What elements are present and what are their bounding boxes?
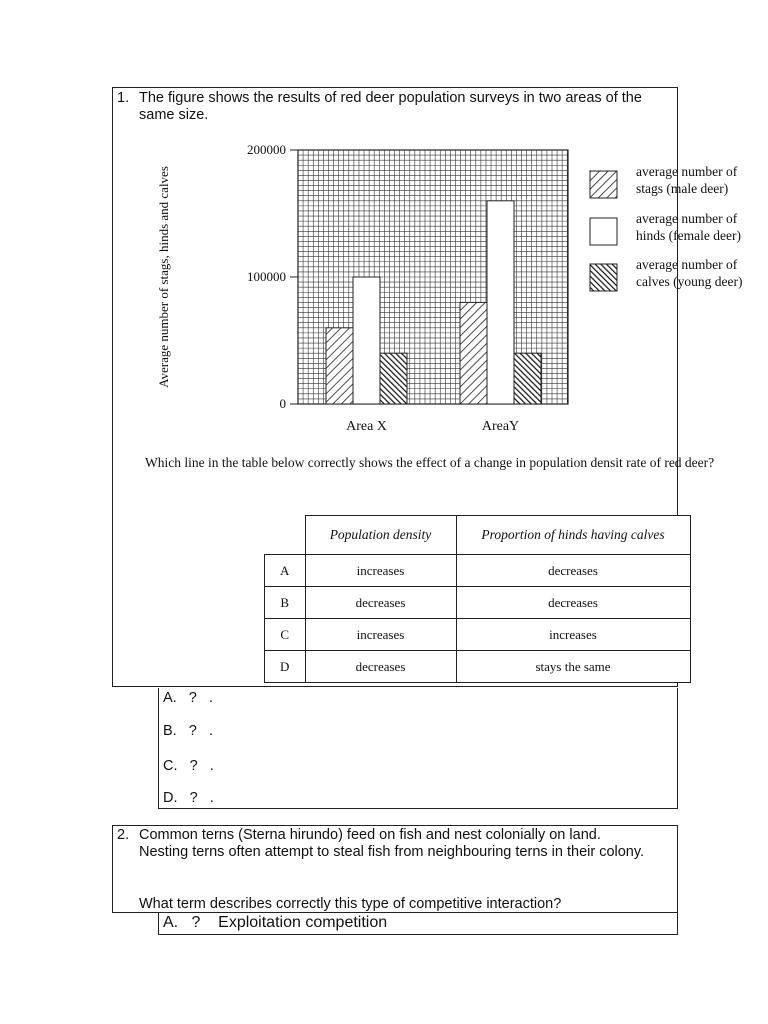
table-row xyxy=(265,555,691,587)
row-letter: D xyxy=(265,651,306,683)
options-table xyxy=(264,515,691,683)
answer-option-c[interactable] xyxy=(163,758,214,774)
answer-option-b[interactable] xyxy=(163,723,213,739)
answer-option-a[interactable] xyxy=(163,690,213,706)
question-2-number: 2. xyxy=(117,827,130,843)
bar-stags-area-1 xyxy=(460,302,487,404)
row-proportion: decreases xyxy=(456,587,690,619)
answer-mark: ? xyxy=(191,914,201,931)
header-proportion-hinds: Proportion of hinds having calves xyxy=(456,516,690,555)
y-tick-label: 100000 xyxy=(247,269,286,284)
answer-mark: ? xyxy=(189,790,198,806)
legend-swatch xyxy=(590,218,617,245)
bar-calves-area-0 xyxy=(380,353,407,404)
y-axis-label: Average number of stags, hinds and calves xyxy=(156,166,171,388)
row-density: decreases xyxy=(305,587,456,619)
legend-label: average number of xyxy=(636,211,738,226)
legend-label: hinds (female deer) xyxy=(636,228,741,243)
answer-mark: ? xyxy=(189,758,198,774)
answer-text: . xyxy=(208,723,213,739)
row-letter: A xyxy=(265,555,306,587)
table-row xyxy=(265,619,691,651)
answer-text: . xyxy=(209,790,214,806)
bar-calves-area-1 xyxy=(514,353,541,404)
answer-mark: ? xyxy=(188,690,197,706)
y-tick-label: 0 xyxy=(279,396,286,411)
question-2-box xyxy=(112,825,678,913)
table-row xyxy=(265,587,691,619)
answer-letter: D. xyxy=(163,790,178,806)
row-letter: C xyxy=(265,619,306,651)
header-population-density: Population density xyxy=(305,516,456,555)
row-density: increases xyxy=(305,555,456,587)
answer-text: . xyxy=(209,758,214,774)
question-2-prompt: What term describes correctly this type of competitive interaction? xyxy=(139,896,562,912)
question-2-stem: Common terns (Sterna hirundo) feed on fish and nest colonially on land. Nesting terns often attempt to steal fish from neighbouring terns in their colony. xyxy=(139,827,645,860)
y-tick-label: 200000 xyxy=(247,142,286,157)
row-letter: B xyxy=(265,587,306,619)
bar-stags-area-0 xyxy=(326,328,353,404)
answer-letter: A. xyxy=(163,914,179,931)
legend-label: stags (male deer) xyxy=(636,181,729,196)
question-1-stem: The figure shows the results of red deer population surveys in two areas of the same size. xyxy=(139,90,642,123)
answer-option-d[interactable] xyxy=(163,790,214,806)
question-1-prompt: Which line in the table below correctly shows the effect of a change in population densit rate of red deer? xyxy=(145,455,715,470)
row-proportion: increases xyxy=(456,619,690,651)
bar-hinds-area-0 xyxy=(353,277,380,404)
row-proportion: stays the same xyxy=(456,651,690,683)
table-row xyxy=(265,651,691,683)
answer-letter: B. xyxy=(163,723,177,739)
row-density: increases xyxy=(305,619,456,651)
legend-label: calves (young deer) xyxy=(636,274,743,289)
legend-swatch xyxy=(590,171,617,198)
legend-swatch xyxy=(590,264,617,291)
legend-label: average number of xyxy=(636,257,738,272)
answer-text: Exploitation competition xyxy=(218,914,388,931)
answer-mark: ? xyxy=(188,723,197,739)
bar-hinds-area-1 xyxy=(487,201,514,404)
question-1-answers xyxy=(158,688,678,809)
deer-population-chart xyxy=(140,138,768,438)
answer-letter: C. xyxy=(163,758,178,774)
question-2-answers xyxy=(158,912,678,935)
x-category-label: Area X xyxy=(346,419,387,434)
answer-text: . xyxy=(208,690,213,706)
row-density: decreases xyxy=(305,651,456,683)
answer-option-a[interactable] xyxy=(163,914,387,932)
x-category-label: AreaY xyxy=(481,419,520,434)
answer-letter: A. xyxy=(163,690,177,706)
row-proportion: decreases xyxy=(456,555,690,587)
legend-label: average number of xyxy=(636,164,738,179)
question-1-number: 1. xyxy=(117,90,130,106)
